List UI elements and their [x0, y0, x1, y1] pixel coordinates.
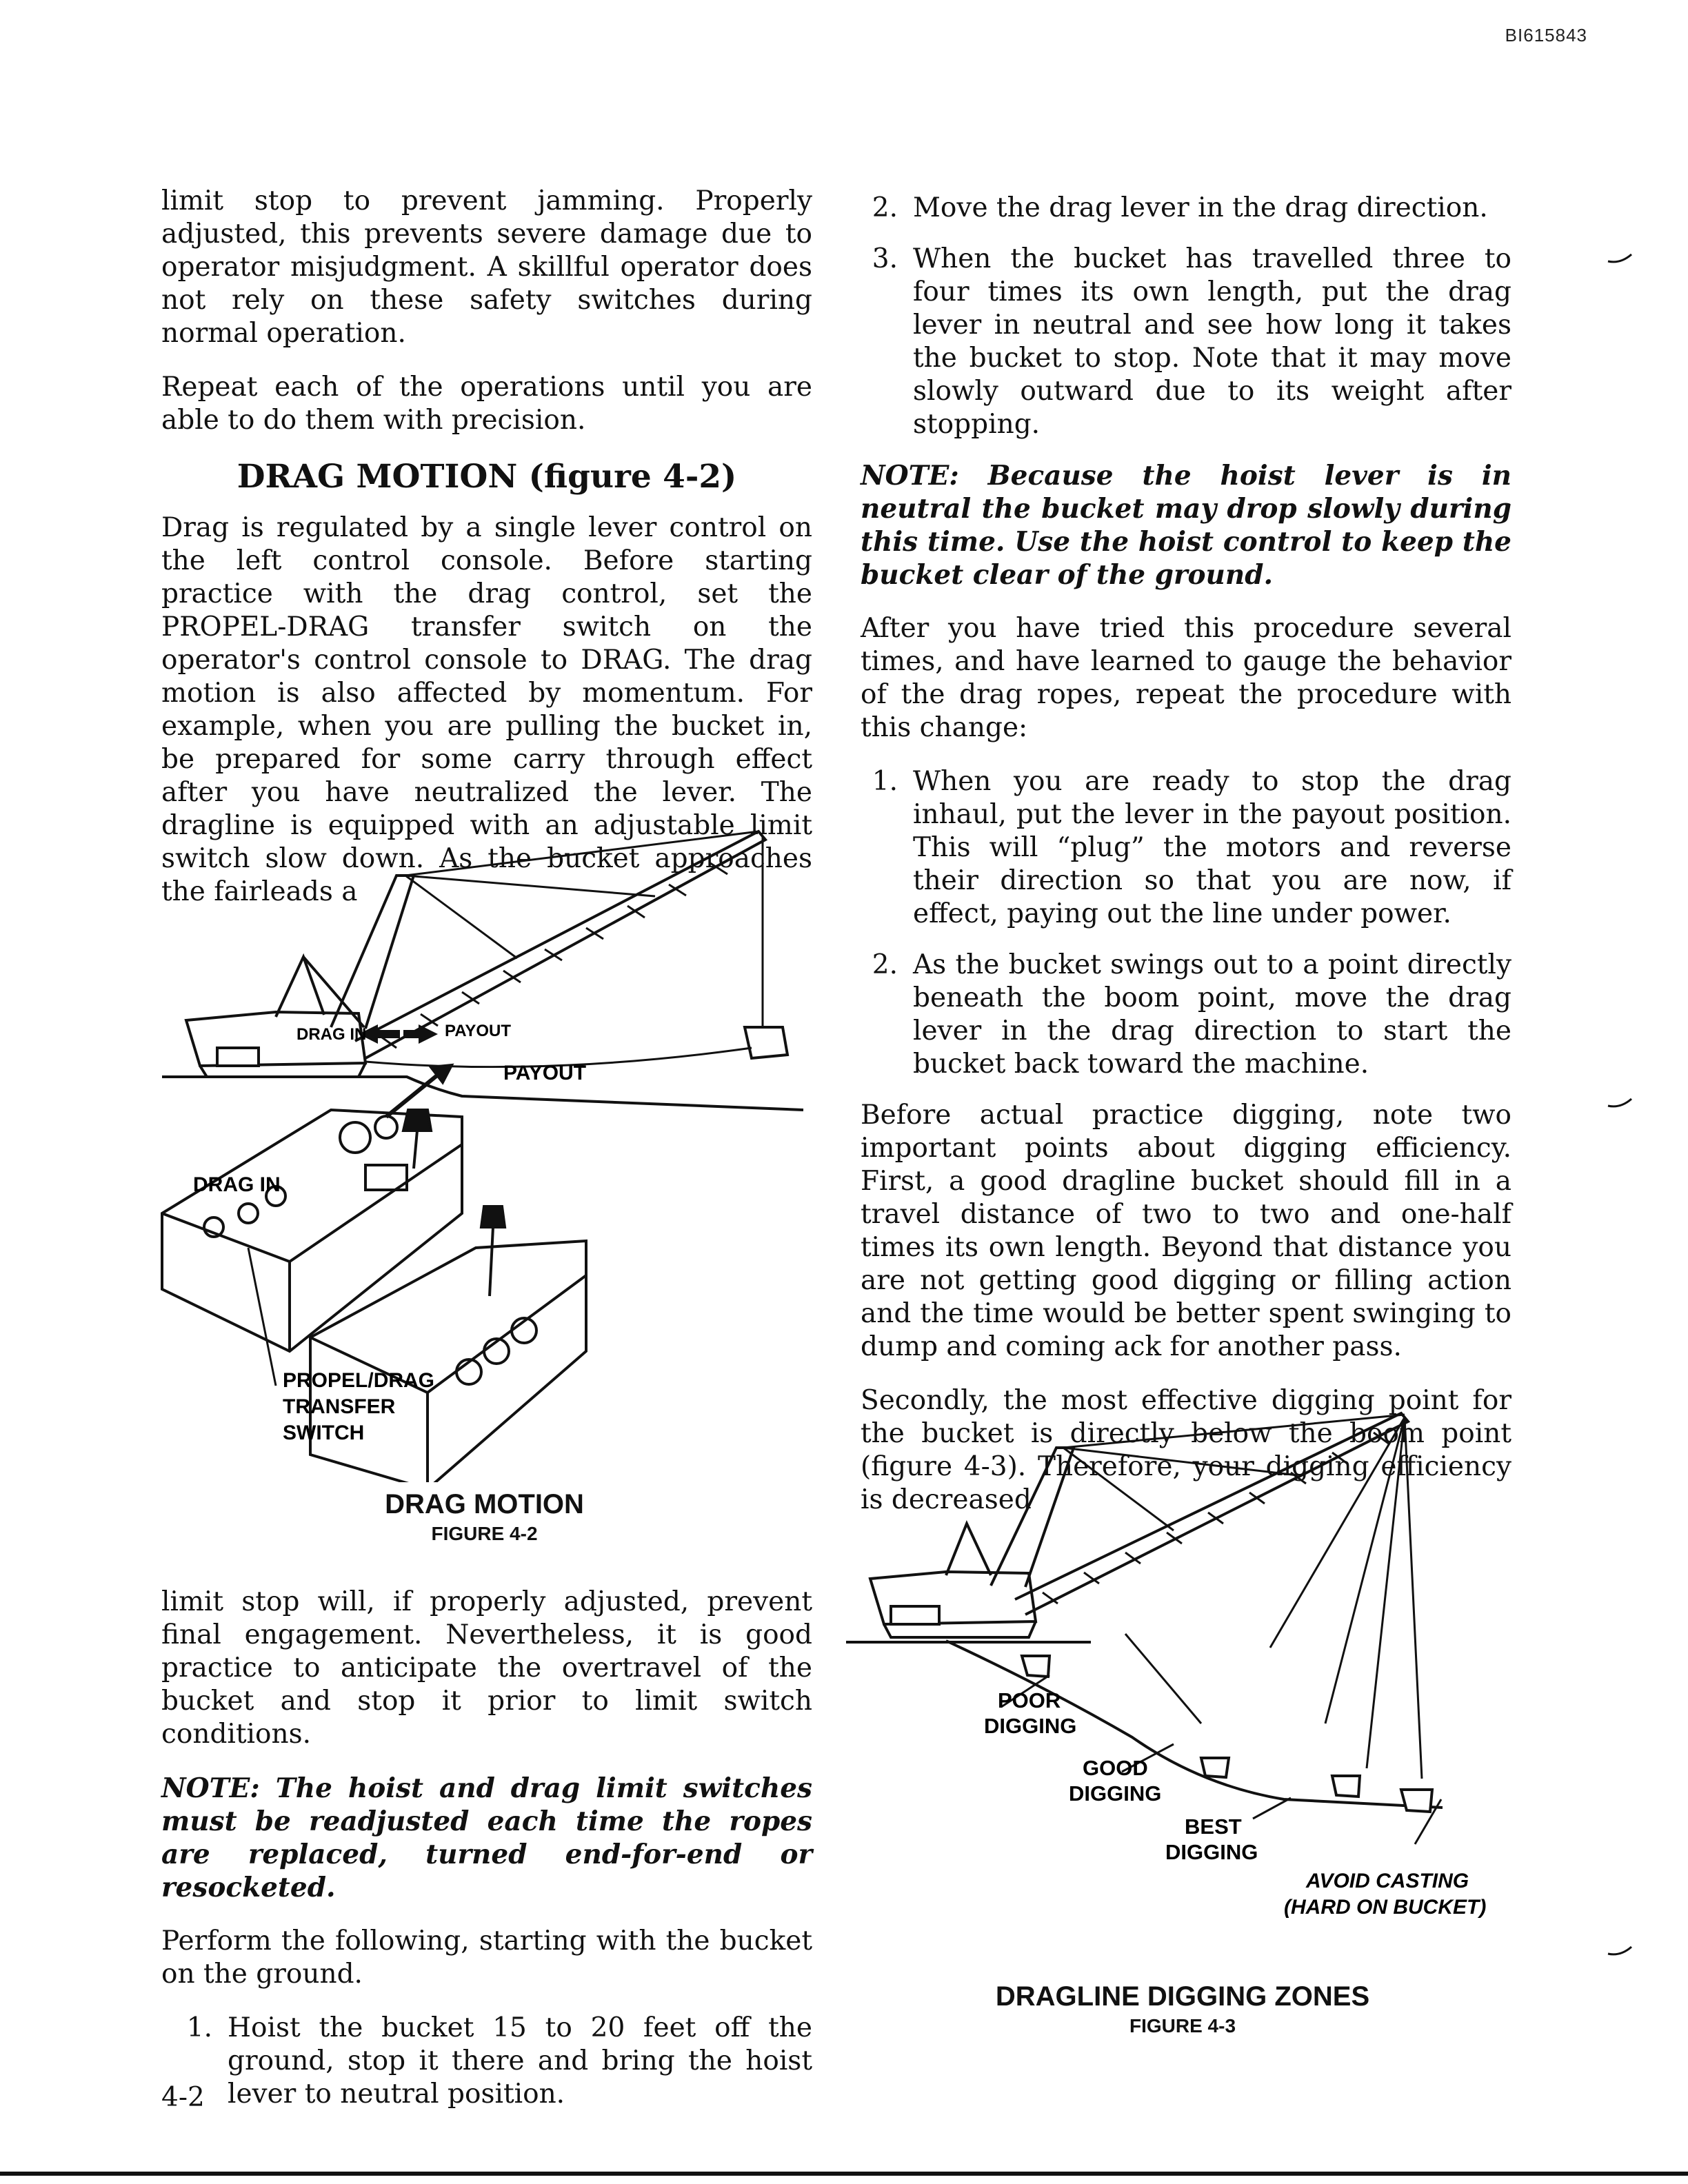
label-best: BEST — [1185, 1814, 1242, 1839]
paragraph: Repeat each of the operations until you are able to do them with precision. — [161, 372, 812, 436]
margin-mark — [1607, 252, 1634, 265]
left-column-bottom — [161, 1586, 812, 2129]
paragraph: Perform the following, starting with the bucket on the ground. — [161, 1925, 812, 1990]
list-item — [175, 2012, 812, 2111]
list-number: 3. — [872, 243, 898, 274]
caption-title: DRAG MOTION — [385, 1489, 584, 1519]
paragraph: limit stop to prevent jamming. Properly adjusted, this prevents severe damage due to operator misjudgment. A skillful operator does not rely on these safety switches during normal operation. — [161, 185, 812, 349]
caption-subtitle: FIGURE 4-3 — [1129, 2015, 1236, 2036]
figure-caption-4-3 — [952, 1981, 1414, 2037]
margin-mark — [1607, 1944, 1634, 1958]
list-number: 2. — [872, 949, 898, 980]
label-poor: POOR — [998, 1688, 1061, 1712]
mast — [331, 876, 414, 1029]
right-column — [861, 192, 1511, 1537]
label-switch-2: TRANSFER — [283, 1395, 396, 1418]
paragraph: After you have tried this procedure several times, and have learned to gauge the behavior of the drag ropes, repeat the procedure with this change: — [861, 613, 1511, 743]
label-payout-top: PAYOUT — [445, 1022, 512, 1040]
section-heading: DRAG MOTION (figure 4-2) — [237, 458, 737, 496]
label-good: GOOD — [1083, 1756, 1148, 1780]
list-text: As the bucket swings out to a point directly beneath the boom point, move the drag lever in the drag direction to start the bucket back toward the machine. — [913, 949, 1511, 1080]
bottom-rule — [0, 2172, 1688, 2176]
list-text: When you are ready to stop the drag inhaul, put the lever in the payout position. This will “plug” the motors and reverse their direction so that you are now, if effect, paying out the line under power. — [913, 766, 1511, 929]
bucket-shape — [1022, 1656, 1049, 1677]
list-item — [861, 243, 1511, 441]
a-frame — [276, 957, 324, 1017]
caption-subtitle: FIGURE 4-2 — [431, 1523, 538, 1544]
label-switch-1: PROPEL/DRAG — [283, 1369, 435, 1392]
list-text: Move the drag lever in the drag direction. — [913, 192, 1488, 223]
note: NOTE: The hoist and drag limit switches must be readjusted each time the ropes are replaced, turned end-for-end or resocketed. — [161, 1772, 812, 1903]
label-switch-3: SWITCH — [283, 1422, 365, 1444]
label-drag-in-top: DRAG IN — [297, 1025, 367, 1044]
label-drag-in: DRAG IN — [193, 1173, 281, 1196]
list-text: Hoist the bucket 15 to 20 feet off the ground, stop it there and bring the hoist lever to neutral position. — [228, 2012, 812, 2110]
list-item — [861, 192, 1511, 225]
list-number: 2. — [872, 192, 898, 223]
label-best-digging: DIGGING — [1165, 1840, 1258, 1864]
list-text: When the bucket has travelled three to four times its own length, put the drag lever in neutral and see how long it takes the bucket to stop. Note that it may move slowly outward due to its weight after stopping. — [913, 243, 1511, 440]
margin-mark — [1607, 1096, 1634, 1110]
ground-line — [162, 1077, 803, 1110]
caption-title: DRAGLINE DIGGING ZONES — [995, 1981, 1370, 2012]
left-column-top — [161, 185, 812, 929]
paragraph: Before actual practice digging, note two important points about digging efficiency. First, a good dragline bucket should fill in a travel distance of two to two and one-half times its own length. Beyond that distance you are not getting good digging or filling action and the time would be better spent swinging to dump and coming ack for another pass. — [861, 1100, 1511, 1362]
list-number: 1. — [186, 2012, 212, 2043]
page-number: 4-2 — [161, 2082, 205, 2113]
label-good-digging: DIGGING — [1069, 1781, 1162, 1806]
label-poor-digging: DIGGING — [984, 1714, 1077, 1738]
a-frame — [946, 1524, 991, 1575]
paragraph: Secondly, the most effective digging point for the bucket is directly below the boom point (figure 4-3). Therefore, your digging efficiency is decreased — [861, 1385, 1511, 1515]
note: NOTE: Because the hoist lever is in neutral the bucket may drop slowly during this time. Use the hoist control to keep the bucket clear of the ground. — [861, 460, 1511, 591]
label-payout: PAYOUT — [503, 1062, 587, 1084]
figure-digging-zones — [843, 1399, 1525, 1951]
paragraph: limit stop will, if properly adjusted, prevent final engagement. Nevertheless, it is good practice to anticipate the overtravel of the bucket and stop it prior to limit switch conditions. — [161, 1586, 812, 1750]
label-avoid-casting: AVOID CASTING — [1306, 1870, 1469, 1892]
list-number: 1. — [872, 766, 898, 797]
pendant-line — [405, 831, 758, 876]
list-item — [861, 949, 1511, 1081]
document-id: BI615843 — [1505, 25, 1587, 46]
list-item — [861, 765, 1511, 931]
figure-drag-motion — [159, 820, 821, 1482]
boom — [355, 831, 765, 1058]
figure-caption-4-2 — [297, 1489, 672, 1545]
label-hard-on-bucket: (HARD ON BUCKET) — [1284, 1896, 1487, 1919]
bucket-shape — [745, 1027, 787, 1058]
paragraph: Drag is regulated by a single lever control on the left control console. Before starting practice with the drag control, set the PROPEL-DRAG transfer switch on the operator's control console to DRAG. The drag motion is also affected by momentum. For example, when you are pulling the bucket in, be prepared for some carry through effect after you have neutralized the lever. The dragline is equipped with an adjustable limit switch slow down. As the bucket approaches the fairleads a — [161, 512, 812, 907]
mast — [991, 1448, 1074, 1587]
